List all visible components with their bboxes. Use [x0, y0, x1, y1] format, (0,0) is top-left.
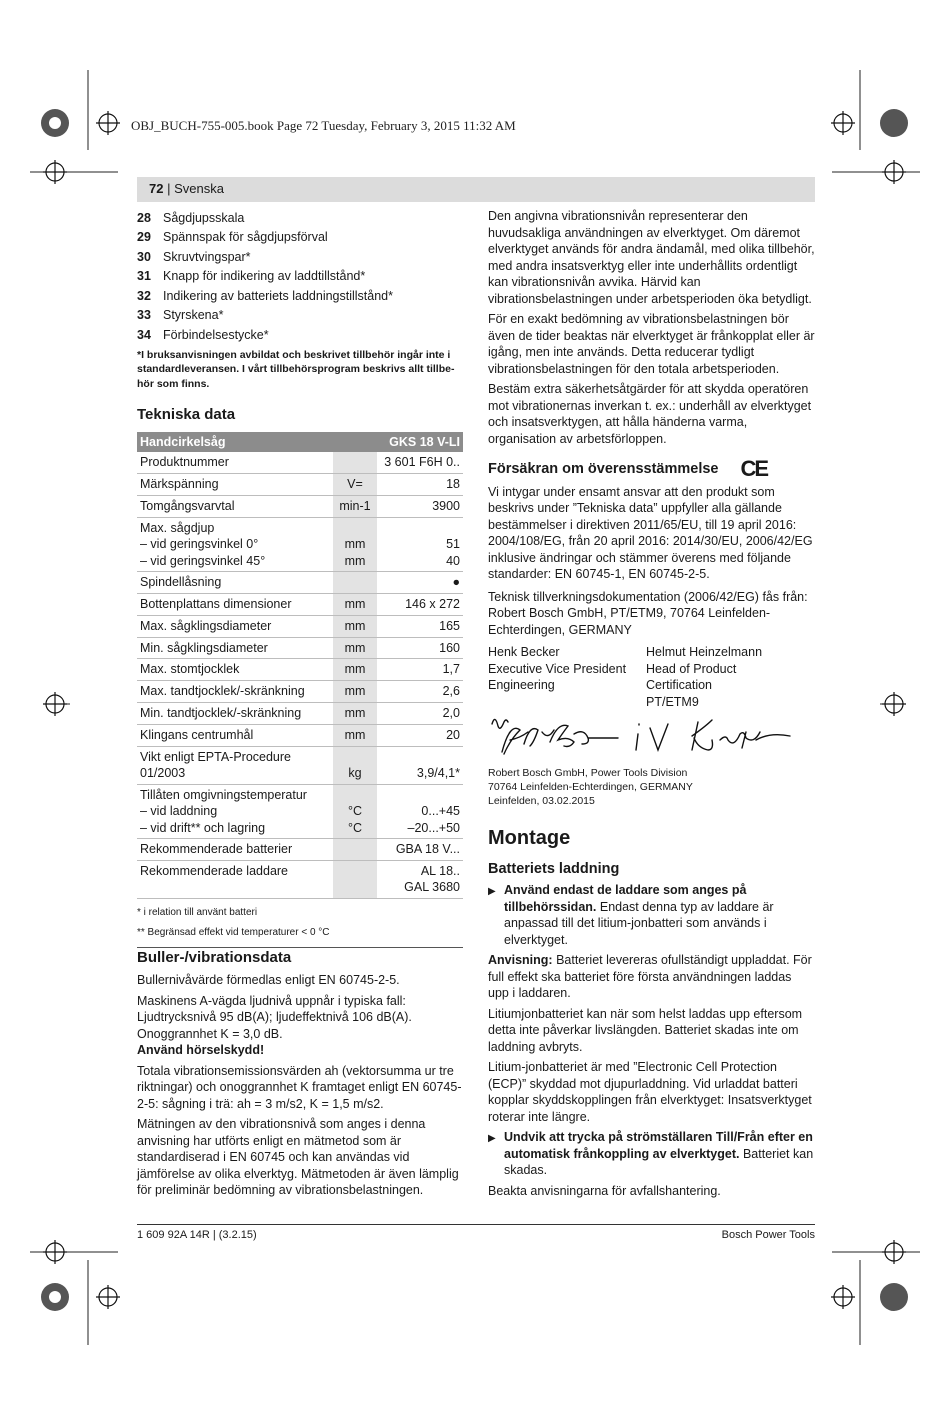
parts-list-item [137, 267, 463, 287]
tech-cell-value: GBA 18 V... [377, 839, 463, 861]
part-number: 30 [137, 249, 151, 264]
registration-mark-bl [41, 1283, 69, 1311]
tech-cell-value: 20 [377, 724, 463, 746]
part-label: Indikering av batteriets laddningstillstånd* [163, 288, 393, 303]
tech-cell-label: Bottenplattans dimensioner [137, 593, 333, 615]
noise-warning: Använd hörselskydd! [137, 1043, 265, 1058]
footnote-temperature: ** Begränsad effekt vid temperaturer < 0 °C [137, 926, 330, 938]
tech-table-row [137, 702, 463, 724]
bullet2-bold: Undvik att trycka på strömställaren Till/Från efter en automatisk frånkoppling av elverktyget. [504, 1130, 813, 1161]
bullet-switch [488, 1129, 815, 1179]
tech-table-row [137, 860, 463, 898]
parts-list-item [137, 306, 463, 326]
tech-table-row [137, 593, 463, 615]
parts-list [137, 208, 463, 345]
part-number: 29 [137, 230, 151, 244]
battery-heading: Batteriets laddning [488, 860, 620, 877]
vibration-p3: Bestäm extra säkerhetsåtgärder för att skydda operatören mot vibrationernas inverkan t. ex.: underhåll av elverktyget och insatsverktygen, att hålla händerna varma, organisation av arbetsförloppen. [488, 382, 812, 446]
tech-cell-unit [333, 839, 377, 861]
tech-cell-value: 160 [377, 637, 463, 659]
tech-cell-unit [333, 572, 377, 594]
tech-cell-unit [333, 860, 377, 898]
montage-heading: Montage [488, 827, 571, 849]
tech-cell-unit: kg [333, 746, 377, 784]
battery-p6: Litiumjonbatteriet kan när som helst laddas upp eftersom detta inte påverkar livslängden. Batteriet skadas inte om laddning avbryts. [488, 1006, 803, 1054]
tech-cell-unit: mm [333, 615, 377, 637]
tech-table-row [137, 452, 463, 473]
left-column [137, 208, 463, 1203]
parts-list-item [137, 247, 463, 267]
parts-list-item [137, 228, 463, 248]
tech-cell-value: ● [377, 572, 463, 594]
tech-cell-label: Max. sågdjup – vid geringsvinkel 0° – vid geringsvinkel 45° [137, 517, 333, 572]
tech-head-value: GKS 18 V-LI [377, 432, 463, 453]
hint-label: Anvisning: [488, 953, 553, 967]
vibration-p1: Den angivna vibrationsnivån representerar den huvudsakliga användningen av elverktyget. Om däremot elverktyget används för andra ändamål, med olika tillbehör, med andra insatsverktyg eller inte underhållits ordentligt kan vibrationsnivån avvika. Härvid kan vibrationsbelastningen under arbetsperioden öka betydligt. [488, 209, 815, 306]
tech-cell-value: 1,7 [377, 659, 463, 681]
tech-cell-value: 3 601 F6H 0.. [377, 452, 463, 473]
tech-cell-unit: mm [333, 593, 377, 615]
conformity-text: Vi intygar under ensamt ansvar att den produkt som beskrivs under ”Tekniska data” uppfyller alla gällande bestämmelser i direktiven 2011/65/EU, till 19 april 2016: 2004/108/EG, från 20 april 2016: 2014/30/EU, 2006/42/EG inklusive ändringar och stämmer överens med följande standarder: EN 60745-1, EN 60745-2-5. [488, 484, 813, 581]
part-label: Sågdjupsskala [163, 210, 245, 225]
tech-cell-unit: mm [333, 637, 377, 659]
part-number: 33 [137, 308, 151, 322]
right-column [488, 208, 815, 1203]
tech-cell-label: Spindellåsning [137, 572, 333, 594]
tech-cell-label: Tomgångsvarvtal [137, 495, 333, 517]
tech-cell-value: 2,6 [377, 681, 463, 703]
noise-p1: Bullernivåvärde förmedlas enligt EN 60745-2-5. [137, 973, 400, 988]
part-label: Styrskena* [163, 308, 224, 322]
file-header: OBJ_BUCH-755-005.book Page 72 Tuesday, February 3, 2015 11:32 AM [131, 118, 516, 133]
signatory2-title: Head of Product Certification [646, 661, 737, 692]
part-label: Skruvtvingspar* [163, 249, 251, 264]
registration-mark-tr [880, 109, 908, 137]
signatories [488, 644, 815, 710]
tech-file-text: Teknisk tillverkningsdokumentation (2006/42/EG) fås från: Robert Bosch GmbH, PT/ETM9, 70764 Leinfelden-Echterdingen, GERMANY [488, 589, 808, 637]
part-label: Förbindelsestycke* [163, 327, 269, 342]
noise-p2: Maskinens A-vägda ljudnivå uppnår i typiska fall: Ljudtrycksnivå 95 dB(A); ljudeffektnivå 106 dB(A). Onoggrannhet K = 3,0 dB. [137, 993, 412, 1041]
bullet2-text: Batteriet kan skadas. [504, 1146, 814, 1177]
tech-cell-value: 3900 [377, 495, 463, 517]
tech-cell-value: 165 [377, 615, 463, 637]
tech-cell-unit: °C °C [333, 784, 377, 839]
tech-cell-value: 2,0 [377, 702, 463, 724]
ce-mark: CE [740, 456, 768, 481]
tech-cell-label: Max. tandtjocklek/-skränkning [137, 681, 333, 703]
bullet-charger [488, 882, 815, 948]
noise-p4: Totala vibrationsemissionsvärden ah (vektorsumma ur tre riktningar) och onoggrannhet K framtaget enligt EN 60745-2-5: sågning i trä: ah = 3 m/s2, K = 1,5 m/s2. [137, 1063, 462, 1111]
bullet-triangle-icon: ▶ [488, 1133, 496, 1144]
bullet1-text: Endast denna typ av laddare är anpassad till det litium-jonbatteri som används i elverktyget. [504, 899, 774, 947]
accessory-note: *I bruksanvisningen avbildat och beskrivet tillbehör ingår inte i standardleveransen. I vårt tillbehörsprogram beskrivs allt tillbehör som finns. [137, 348, 455, 390]
footnote-battery: * i relation till använt batteri [137, 906, 258, 918]
conformity-heading: Försäkran om överensstämmelse [488, 461, 719, 477]
tech-cell-label: Produktnummer [137, 452, 333, 473]
tech-cell-value: 51 40 [377, 517, 463, 572]
part-number: 28 [137, 210, 151, 225]
place-date: Leinfelden, 03.02.2015 [488, 795, 595, 807]
page-footer [137, 1224, 815, 1241]
tech-data-heading: Tekniska data [137, 406, 236, 423]
noise-p5: Mätningen av den vibrationsnivå som anges i denna anvisning har utförts enligt en mätmetod som är standardiserad i EN 60745 och kan användas vid jämförelse av olika elverktyg. Mätmetoden är även lämplig för preliminär bedömning av vibrationsbelastningen. [137, 1117, 459, 1198]
part-label: Spännspak för sågdjupsförval [163, 230, 328, 244]
footer-brand: Bosch Power Tools [721, 1229, 815, 1241]
page-number: 72 [149, 181, 164, 196]
signatory1-name: Henk Becker [488, 645, 560, 659]
vibration-p2: För en exakt bedömning av vibrationsbelastningen bör även de tider beaktas när elverktyget är frånkopplat eller är igång, men inte används. Detta reducerar tydligt vibrationsbelastningen för den totala arbetsperioden. [488, 312, 815, 376]
tech-table-row [137, 615, 463, 637]
bullet1-bold: Använd endast de laddare som anges på tillbehörssidan. [504, 883, 747, 914]
tech-table-row [137, 637, 463, 659]
tech-table-row [137, 724, 463, 746]
page-header-bar: 72 | Svenska [137, 177, 815, 202]
tech-cell-value: AL 18.. GAL 3680 [377, 860, 463, 898]
tech-cell-label: Rekommenderade batterier [137, 839, 333, 861]
tech-cell-value: 0...+45 –20...+50 [377, 784, 463, 839]
parts-list-item [137, 286, 463, 306]
tech-table-row [137, 495, 463, 517]
registration-mark-br [880, 1283, 908, 1311]
hint-text: Batteriet levereras ofullständigt uppladdat. För full effekt ska batteriet före första användningen laddas upp i laddaren. [488, 953, 812, 1000]
tech-cell-unit: mm [333, 702, 377, 724]
part-label: Knapp för indikering av laddtillstånd* [163, 269, 366, 283]
tech-table-row [137, 784, 463, 839]
tech-cell-label: Rekommenderade laddare [137, 860, 333, 898]
tech-table-row [137, 517, 463, 572]
company-name: Robert Bosch GmbH, Power Tools Division [488, 767, 688, 779]
footer-docnumber: 1 609 92A 14R | (3.2.15) [137, 1229, 257, 1241]
registration-mark-tl [41, 109, 69, 137]
tech-table-row [137, 746, 463, 784]
part-number: 31 [137, 269, 151, 283]
tech-data-table [137, 432, 463, 899]
tech-head-label: Handcirkelsåg [137, 432, 333, 453]
tech-table-row [137, 572, 463, 594]
tech-cell-unit [333, 452, 377, 473]
signatory2-dept: PT/ETM9 [646, 694, 699, 709]
tech-cell-value: 146 x 272 [377, 593, 463, 615]
signatory1-title: Executive Vice President [488, 661, 627, 676]
battery-p7: Litium-jonbatteriet är med ”Electronic Cell Protection (ECP)” skyddad mot djupurladdning. Vid urladdat batteri kopplar skyddskopplingen från elverktyget: Insatsverktyget roterar inte längre. [488, 1060, 812, 1124]
company-address: 70764 Leinfelden-Echterdingen, GERMANY [488, 781, 693, 793]
tech-cell-label: Max. stomtjocklek [137, 659, 333, 681]
tech-cell-label: Tillåten omgivningstemperatur – vid laddning – vid drift** och lagring [137, 784, 333, 839]
tech-cell-value: 3,9/4,1* [377, 746, 463, 784]
language-label: Svenska [174, 181, 224, 196]
battery-p8: Beakta anvisningarna för avfallshantering. [488, 1183, 721, 1198]
part-number: 34 [137, 327, 151, 342]
signatory1-dept: Engineering [488, 678, 555, 692]
tech-table-row [137, 839, 463, 861]
tech-cell-unit: V= [333, 474, 377, 496]
tech-table-row [137, 474, 463, 496]
part-number: 32 [137, 288, 151, 303]
parts-list-item [137, 325, 463, 345]
tech-table-row [137, 681, 463, 703]
tech-cell-unit: mm [333, 724, 377, 746]
tech-cell-value: 18 [377, 474, 463, 496]
tech-table-header-row [137, 432, 463, 453]
tech-cell-label: Min. sågklingsdiameter [137, 637, 333, 659]
noise-heading: Buller-/vibrationsdata [137, 947, 463, 967]
tech-cell-unit: mm mm [333, 517, 377, 572]
tech-cell-label: Min. tandtjocklek/-skränkning [137, 702, 333, 724]
tech-cell-label: Vikt enligt EPTA-Procedure 01/2003 [137, 746, 333, 784]
tech-cell-unit: mm [333, 681, 377, 703]
signature-image [488, 712, 815, 766]
bullet-triangle-icon: ▶ [488, 886, 496, 897]
signatory2-name: Helmut Heinzelmann [646, 645, 763, 659]
tech-cell-unit: mm [333, 659, 377, 681]
tech-table-row [137, 659, 463, 681]
parts-list-item [137, 208, 463, 228]
tech-cell-label: Max. sågklingsdiameter [137, 615, 333, 637]
tech-cell-label: Märkspänning [137, 474, 333, 496]
tech-cell-label: Klingans centrumhål [137, 724, 333, 746]
tech-cell-unit: min-1 [333, 495, 377, 517]
